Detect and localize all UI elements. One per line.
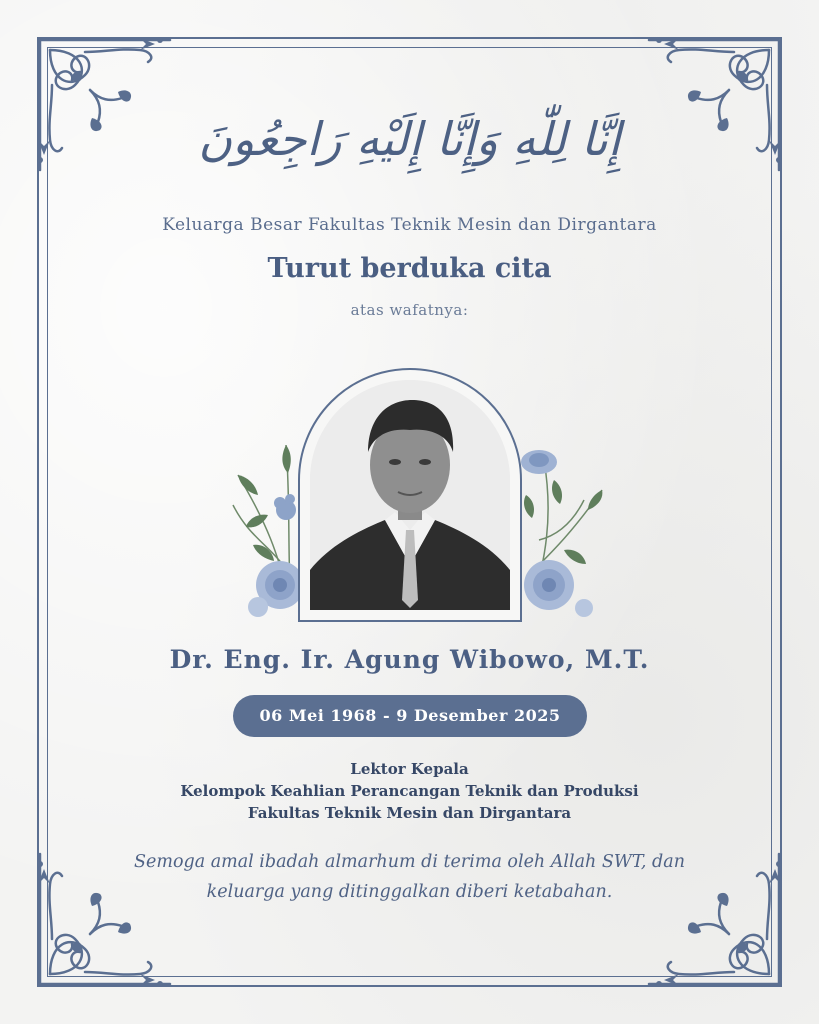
intro-text: atas wafatnya: [350,301,469,319]
position-line: Fakultas Teknik Mesin dan Dirgantara [247,804,572,822]
flower-bouquet-icon [514,440,609,625]
photo-frame [298,368,522,622]
deceased-name: Dr. Eng. Ir. Agung Wibowo, M.T. [169,645,650,674]
position-line: Kelompok Keahlian Perancangan Teknik dan Produksi [180,782,639,800]
prayer-line: Semoga amal ibadah almarhum di terima oleh Allah SWT, dan [134,852,685,872]
arabic-calligraphy: إِنَّا لِلّٰهِ وَإِنَّا إِلَيْهِ رَاجِعُونَ [198,112,621,166]
headline: Turut berduka cita [267,253,552,284]
portrait-photo [310,380,510,610]
prayer-line: keluarga yang ditinggalkan diberi ketabahan. [206,882,613,902]
date-badge: 06 Mei 1968 - 9 Desember 2025 [233,695,587,737]
position-line: Lektor Kepala [350,760,469,778]
family-line: Keluarga Besar Fakultas Teknik Mesin dan Dirgantara [162,215,657,235]
flower-bouquet-icon [228,435,308,620]
